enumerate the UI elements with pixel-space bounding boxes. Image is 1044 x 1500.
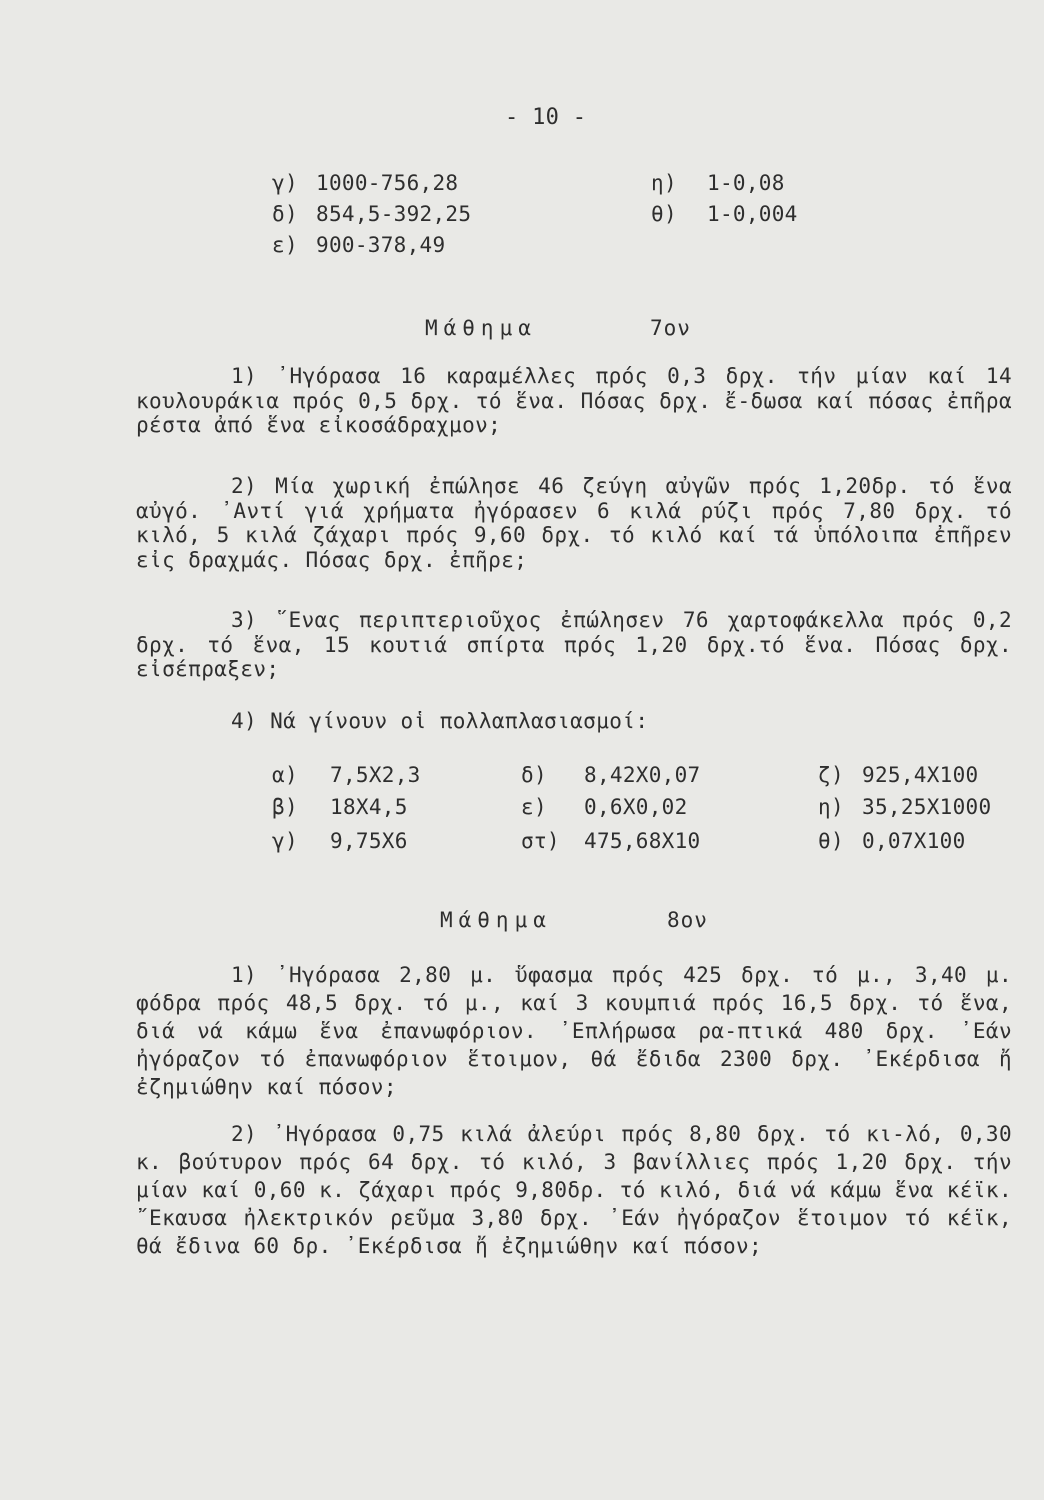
exercise-label: στ) xyxy=(521,829,560,853)
lesson-7-problem-3 xyxy=(136,608,1012,682)
exercise-expression: 9,75Χ6 xyxy=(330,829,408,853)
exercise-label: η) xyxy=(818,795,844,819)
exercise-label: ε) xyxy=(521,795,547,819)
lesson-7-problem-1 xyxy=(136,364,1012,438)
exercise-expression: 8,42Χ0,07 xyxy=(584,763,701,787)
exercise-expression: 35,25Χ1000 xyxy=(862,795,992,819)
exercise-label: α) xyxy=(272,763,298,787)
exercise-label: β) xyxy=(272,795,298,819)
exercise-expression: 925,4Χ100 xyxy=(862,763,979,787)
problem-text: 2) Μία χωρική ἐπώλησε 46 ζεύγη αὐγῶν πρός 1,20δρ. τό ἕνα αὐγό. ᾿Αντί γιά χρήματα ἠγόρασεν 6 κιλά ρύζι πρός 7,80 δρχ. τό κιλό, 5 κιλά ζάχαρι πρός 9,60 δρχ. τό κιλό καί τά ὑπόλοιπα ἐπῆρεν εἰς δραχμάς. Πόσας δρχ. ἐπῆρε; xyxy=(136,474,1012,572)
exercise-expression: 0,07Χ100 xyxy=(862,829,966,853)
exercise-label: γ) xyxy=(272,829,298,853)
exercise-expression: 7,5Χ2,3 xyxy=(330,763,421,787)
exercise-expression: 475,68Χ10 xyxy=(584,829,701,853)
problem-text: 2) ᾿Ηγόρασα 0,75 κιλά ἀλεύρι πρός 8,80 δρχ. τό κι-λό, 0,30 κ. βούτυρον πρός 64 δρχ. τό κιλό, 3 βανίλλιες πρός 1,20 δρχ. τήν μίαν καί 0,60 κ. ζάχαρι πρός 9,80δρ. τό κιλό, διά νά κάμω ἕνα κέϊκ. ῎Εκαυσα ἠλεκτρικόν ρεῦμα 3,80 δρχ. ᾿Εάν ἠγόραζον ἕτοιμον τό κέϊκ, θά ἔδινα 60 δρ. ᾿Εκέρδισα ἤ ἐζημιώθην καί πόσον; xyxy=(136,1122,1012,1258)
exercise-expression: 854,5-392,25 xyxy=(316,202,472,226)
lesson-7-problem-4 xyxy=(136,709,1012,734)
problem-text: 3) ῞Ενας περιπτεριοῦχος ἐπώλησεν 76 χαρτοφάκελλα πρός 0,2 δρχ. τό ἕνα, 15 κουτιά σπίρτα πρός 1,20 δρχ.τό ἕνα. Πόσας δρχ. εἰσέπραξεν; xyxy=(136,608,1012,681)
problem-text: 1) ᾿Ηγόρασα 2,80 μ. ὕφασμα πρός 425 δρχ. τό μ., 3,40 μ. φόδρα πρός 48,5 δρχ. τό μ., καί 3 κουμπιά πρός 16,5 δρχ. τό ἕνα, διά νά κάμω ἕνα ἐπανωφόριον. ᾿Επλήρωσα ρα-πτικά 480 δρχ. ᾿Εάν ἠγόραζον τό ἐπανωφόριον ἕτοιμον, θά ἔδιδα 2300 δρχ. ᾿Εκέρδισα ἤ ἐζημιώθην καί πόσον; xyxy=(136,963,1012,1099)
exercise-label: γ) xyxy=(272,171,298,195)
problem-text: 4) Νά γίνουν οἱ πολλαπλασιασμοί: xyxy=(231,709,649,733)
exercise-label: η) xyxy=(651,171,677,195)
lesson-7-number: 7ον xyxy=(650,316,691,340)
exercise-expression: 1-0,004 xyxy=(707,202,798,226)
problem-text: 1) ᾿Ηγόρασα 16 καραμέλλες πρός 0,3 δρχ. τήν μίαν καί 14 κουλουράκια πρός 0,5 δρχ. τό ἕνα. Πόσας δρχ. ἔ-δωσα καί πόσας ἐπῆρα ρέστα ἀπό ἕνα εἰκοσάδραχμον; xyxy=(136,364,1012,437)
exercise-expression: 900-378,49 xyxy=(316,233,446,257)
lesson-8-number: 8ον xyxy=(667,908,708,932)
exercise-expression: 1000-756,28 xyxy=(316,171,459,195)
exercise-expression: 1-0,08 xyxy=(707,171,785,195)
lesson-8-title: Μάθημα xyxy=(440,908,552,932)
lesson-7-title: Μάθημα xyxy=(425,316,537,340)
lesson-7-problem-2 xyxy=(136,474,1012,572)
exercise-expression: 18Χ4,5 xyxy=(330,795,408,819)
exercise-label: δ) xyxy=(521,763,547,787)
lesson-8-problem-2 xyxy=(136,1120,1012,1260)
exercise-label: θ) xyxy=(651,202,677,226)
lesson-8-problem-1 xyxy=(136,961,1012,1101)
exercise-label: θ) xyxy=(818,829,844,853)
exercise-label: δ) xyxy=(272,202,298,226)
exercise-label: ε) xyxy=(272,233,298,257)
page-number: - 10 - xyxy=(505,105,587,130)
exercise-label: ζ) xyxy=(818,763,844,787)
exercise-expression: 0,6Χ0,02 xyxy=(584,795,688,819)
